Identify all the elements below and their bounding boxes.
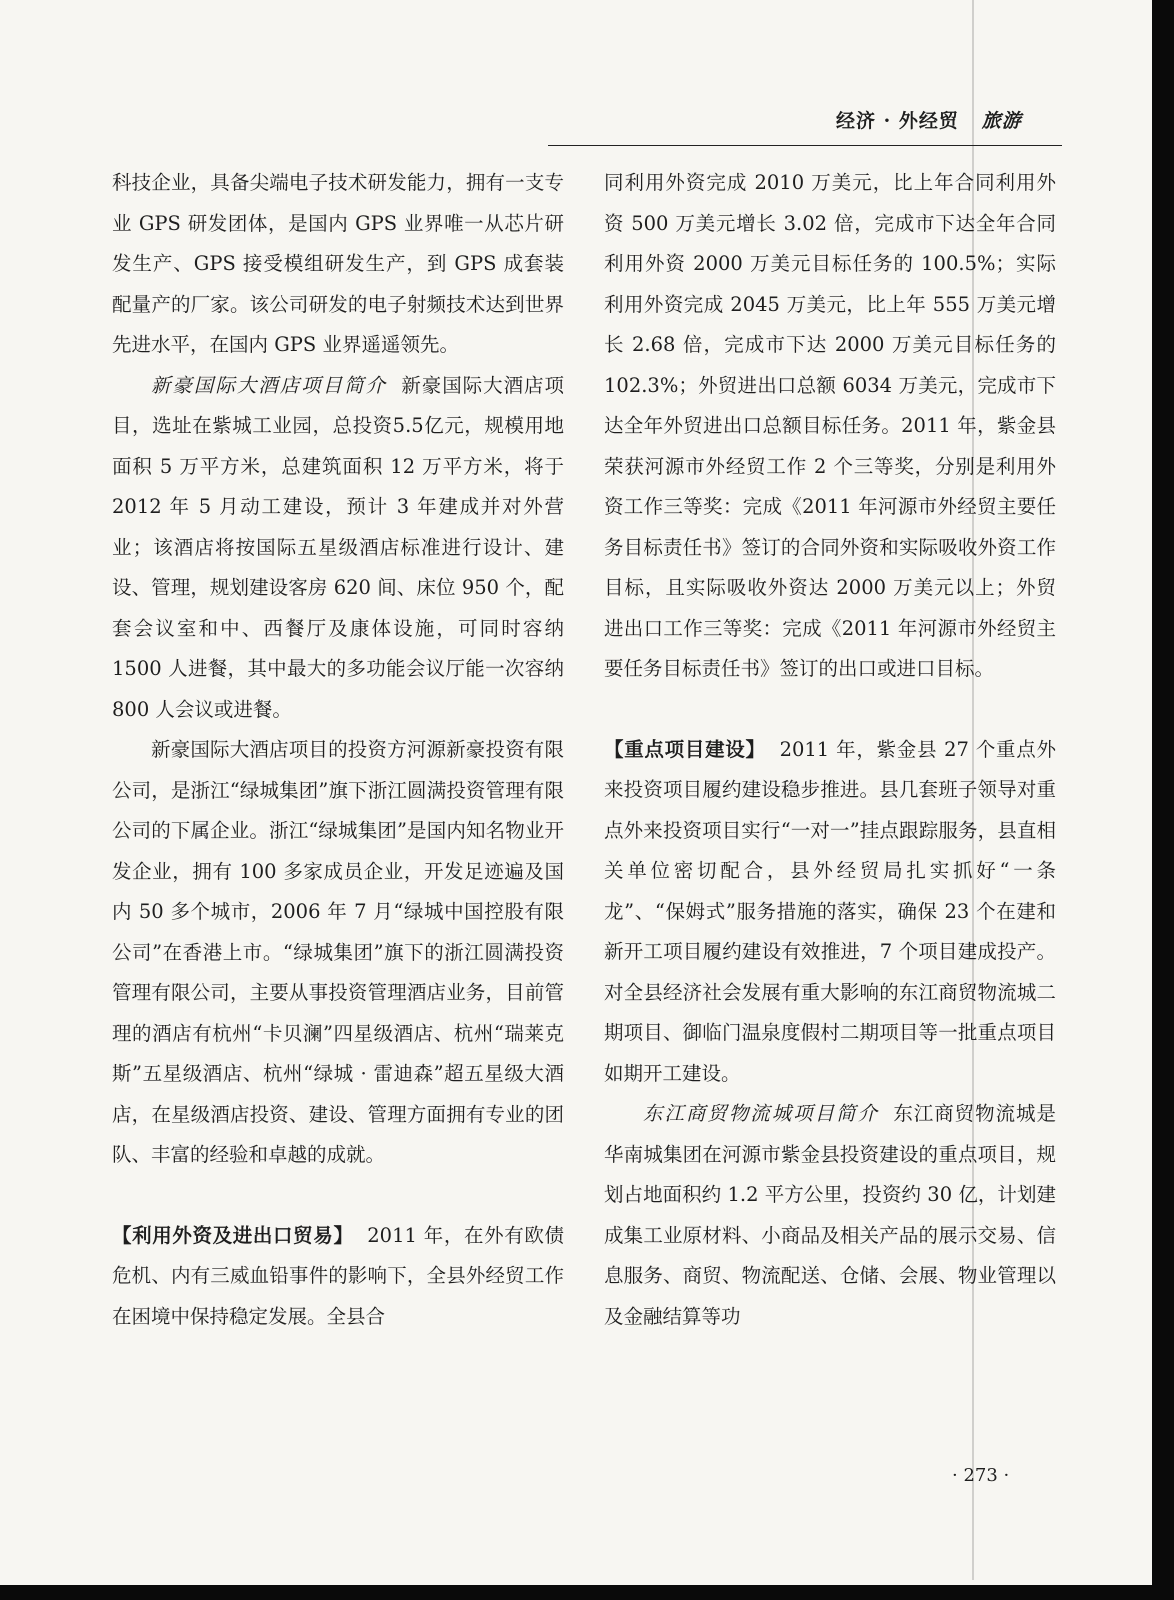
paragraph-text: 新豪国际大酒店项目，选址在紫城工业园，总投资5.5亿元，规模用地面积 5 万平方米，总建筑面积 12 万平方米，将于 2012 年 5 月动工建设，预计 3 年建成并对外营业；该酒店将按国际五星级酒店标准进行设计、建设、管理，规划建设客房 620 间、床位 950 个，配套会议室和中、西餐厅及康体设施，可同时容纳 1500 人进餐，其中最大的多功能会议厅能一次容纳 800 人会议或进餐。 — [112, 373, 564, 721]
paragraph — [112, 1216, 564, 1338]
paragraph-text: 2011 年，在外有欧债危机、内有三威血铅事件的影响下，全县外经贸工作在困境中保持稳定发展。全县合 — [112, 1223, 564, 1328]
paragraph — [112, 366, 564, 731]
paragraph: 同利用外资完成 2010 万美元，比上年合同利用外资 500 万美元增长 3.02 倍，完成市下达全年合同利用外资 2000 万美元目标任务的 100.5%；实际利用外资完成 2045 万美元，比上年 555 万美元增长 2.68 倍，完成市下达 2000 万美元目标任务的 102.3%；外贸进出口总额 6034 万美元，完成市下达全年外贸进出口总额目标任务。2011 年，紫金县荣获河源市外经贸工作 2 个三等奖，分别是利用外资工作三等奖：完成《2011 年河源市外经贸主要任务目标责任书》签订的合同外资和实际吸收外资工作目标，且实际吸收外资达 2000 万美元以上；外贸进出口工作三等奖：完成《2011 年河源市外经贸主要任务目标责任书》签订的出口或进口目标。 — [604, 171, 1056, 680]
section-title: 【重点项目建设】 — [604, 737, 766, 761]
header-section: 经济 · 外经贸 — [836, 110, 959, 132]
paragraph — [604, 1094, 1056, 1337]
spacer — [604, 690, 1056, 730]
paragraph-text: 2011 年，紫金县 27 个重点外来投资项目履约建设稳步推进。县几套班子领导对重点外来投资项目实行“一对一”挂点跟踪服务，县直相关单位密切配合，县外经贸局扎实抓好“一条龙”、“保姆式”服务措施的落实，确保 23 个在建和新开工项目履约建设有效推进，7 个项目建成投产。对全县经济社会发展有重大影响的东江商贸物流城二期项目、御临门温泉度假村二期项目等一批重点项目如期开工建设。 — [604, 737, 1056, 1085]
paragraph-text: 东江商贸物流城是华南城集团在河源市紫金县投资建设的重点项目，规划占地面积约 1.2 平方公里，投资约 30 亿，计划建成集工业原材料、小商品及相关产品的展示交易、信息服务、商贸、物流配送、仓储、会展、物业管理以及金融结算等功 — [604, 1102, 1056, 1328]
scan-edge-bottom — [0, 1585, 1174, 1600]
running-header — [836, 106, 1056, 133]
subsection-title: 东江商贸物流城项目简介 — [643, 1102, 879, 1125]
paragraph: 科技企业，具备尖端电子技术研发能力，拥有一支专业 GPS 研发团体，是国内 GPS 业界唯一从芯片研发生产、GPS 接受模组研发生产，到 GPS 成套装配量产的厂家。该公司研发的电子射频技术达到世界先进水平，在国内 GPS 业界遥遥领先。 — [112, 171, 564, 356]
left-column — [112, 163, 564, 1337]
right-column — [604, 163, 1056, 1337]
paragraph: 新豪国际大酒店项目的投资方河源新豪投资有限公司，是浙江“绿城集团”旗下浙江圆满投资管理有限公司的下属企业。浙江“绿城集团”是国内知名物业开发企业，拥有 100 多家成员企业，开发足迹遍及国内 50 多个城市，2006 年 7 月“绿城中国控股有限公司”在香港上市。“绿城集团”旗下的浙江圆满投资管理有限公司，主要从事投资管理酒店业务，目前管理的酒店有杭州“卡贝澜”四星级酒店、杭州“瑞莱克斯”五星级酒店、杭州“绿城 · 雷迪森”超五星级大酒店，在星级酒店投资、建设、管理方面拥有专业的团队、丰富的经验和卓越的成就。 — [112, 738, 564, 1166]
page-number: · 273 · — [952, 1465, 1010, 1486]
scan-edge-right — [1152, 0, 1174, 1600]
paragraph — [604, 730, 1056, 1095]
section-title: 【利用外资及进出口贸易】 — [112, 1223, 354, 1247]
spacer — [112, 1176, 564, 1216]
header-subsection: 旅游 — [981, 110, 1022, 132]
header-rule — [548, 145, 1062, 146]
subsection-title: 新豪国际大酒店项目简介 — [151, 373, 387, 397]
